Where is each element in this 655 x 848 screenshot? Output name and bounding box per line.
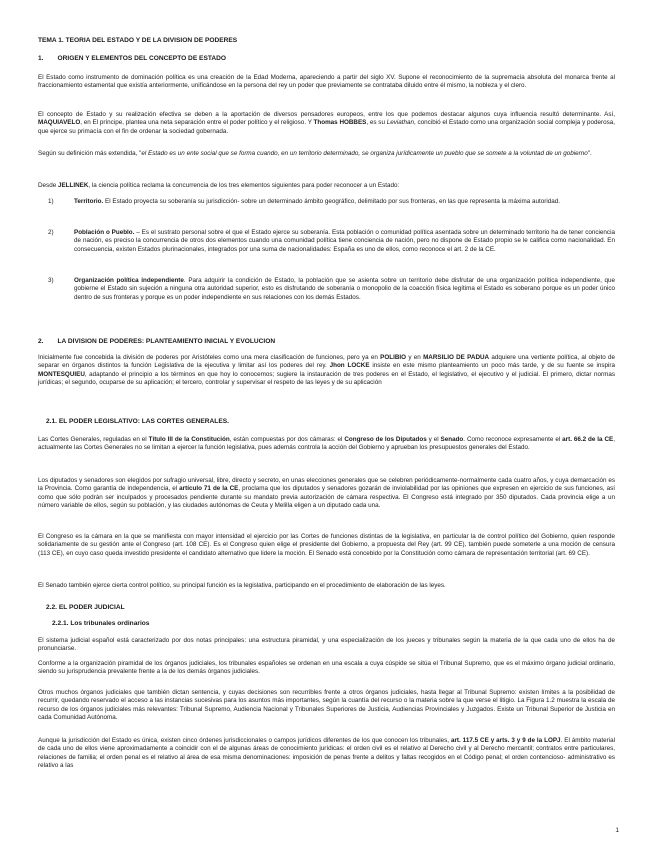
section-title: LA DIVISION DE PODERES: PLANTEAMIENTO INICIAL Y EVOLUCION <box>57 338 276 345</box>
subsection-heading: 2.2. EL PODER JUDICIAL <box>46 604 125 611</box>
sub-subsection-heading: 2.2.1. Los tribunales ordinarios <box>52 620 150 627</box>
page-number: 1 <box>615 827 619 834</box>
subsection-heading: 2.1. EL PODER LEGISLATIVO: LAS CORTES GENERALES. <box>46 418 229 425</box>
paragraph: El Congreso es la cámara en la que se manifiesta con mayor intensidad el ejercicio por las Cortes de funciones distintas de la legislativa, en particular la de control político del Gobierno, quien responde solidariamente de su gestión ante el Congreso (art. 108 CE). Es el Congreso quien elige el presidente del Gobierno, a propuesta del Rey (art. 99 CE), también puede someterle a una moción de censura (113 CE), en cuyo caso queda investido presidente el candidato alternativo que lidere la moción. El Senado está concebido por la Constitución como cámara de representación territorial (art. 69 CE). <box>38 533 615 557</box>
paragraph: El concepto de Estado y su realización efectiva se deben a la aportación de diversos pensadores europeos, entre los que podemos destacar algunos cuya influencia resultó determinante. Así, MAQUIAVELO, en El príncipe, plantea una neta separación entre el poder político y el religioso. Y Thomas HOBBES, es su Leviathan, concibió el Estado como una organización social compleja y poderosa, que ejerce su primacía con el fin de ordenar la sociedad gobernada. <box>38 111 615 135</box>
paragraph: El sistema judicial español está caracterizado por dos notas principales: una estructura piramidal, y una especialización de los jueces y tribunales según la materia de la que cada uno de ellos ha de pronunciarse. <box>38 637 615 653</box>
document-title <box>38 37 615 44</box>
list-item: 3) Organización política independiente. Para adquirir la condición de Estado, la población que se asienta sobre un territorio debe disfrutar de una organización política independiente, que gobierne el Estado sin sujeción a ninguna otra autoridad superior, esto es disfrutando de soberanía o monopolio de la coacción física legítima el Estado es soberano porque es un poder único dentro de sus fronteras y porque es un poder independiente en sus relaciones con los demás Estados. <box>48 277 615 301</box>
paragraph: Conforme a la organización piramidal de los órganos judiciales, los tribunales españoles se ordenan en una escala a cuya cúspide se sitúa el Tribunal Supremo, que es el máximo órgano judicial ordinario, siendo su jurisprudencia prevalente frente a la de los demás órganos judiciales. <box>38 660 615 676</box>
title-text: TEMA 1. TEORIA DEL ESTADO Y DE LA DIVISION DE PODERES <box>38 37 238 44</box>
definition-paragraph: Según su definición más extendida, "el Estado es un ente social que se forma cuando, en un territorio determinado, se organiza jurídicamente un pueblo que se somete a la voluntad de un gobierno". <box>38 150 592 157</box>
paragraph: Los diputados y senadores son elegidos por sufragio universal, libre, directo y secreto, en unas elecciones generales que se celebren periódicamente-normalmente cada cuatro años, y cuya demarcación es la Provincia. Como garantía de independencia, el artículo 71 de la CE, proclama que los diputados y senadores gozarán de inviolabilidad por las opiniones que expresen en ejercicio de sus funciones, así como que sólo podrán ser inculpados y procesados pendiente durante su mandato previa autorización de cámara respectiva. El Congreso está integrado por 350 diputados. Cada provincia elige a un número variable de ellos, según su población, y las ciudades autónomas de Ceuta y Melilla eligen a un diputado cada una. <box>38 477 616 509</box>
section-title: ORIGEN Y ELEMENTOS DEL CONCEPTO DE ESTADO <box>57 55 227 62</box>
section-2-heading <box>38 338 615 345</box>
paragraph: Inicialmente fue concebida la división de poderes por Aristóteles como una mera clasificación de funciones, pero ya en POLIBIO y en MARSILIO DE PADUA adquiere una vertiente política, al objeto de separar en órganos distintos la función Legislativa de la ejecutiva y limitar así los poderes del rey. Jhon LOCKE insiste en este mismo planteamiento un poco más tarde, y de su fuente se inspira MONTESQUIEU, adaptando el principio a los términos en que hoy lo conocemos; sugiere la instauración de tres poderes en el Estado, el legislativo, el ejecutivo y el judicial. El primero, dictar normas jurídicas; el segundo, ocuparse de su aplicación; el tercero, controlar y supervisar el respeto de las leyes y de su aplicación <box>38 354 616 386</box>
paragraph: Desde JELLINEK, la ciencia política reclama la concurrencia de los tres elementos siguientes para poder reconocer a un Estado: <box>38 182 400 189</box>
list-item: 1) Territorio. El Estado proyecta su soberanía su jurisdicción- sobre un determinado ámbito geográfico, delimitado por sus fronteras, en las que representa la máxima autoridad. <box>48 198 561 205</box>
paragraph: El Senado también ejerce cierta control político, su principal función es la legislativa, participando en el procedimiento de elaboración de las leyes. <box>38 582 446 589</box>
paragraph: Otros muchos órganos judiciales que también dictan sentencia, y cuyas decisiones son recurribles frente a otros órganos judiciales, hasta llegar al Tribunal Supremo: existen límites a la posibilidad de recurrir, quedando reservado el acceso a las instancias sucesivas para los asuntos más importantes, según la cuantía del recurso o la materia sobre la que verse el litigio. La Figura 1.2 muestra la escala de recurso de los órganos judiciales más relevantes: Tribunal Supremo, Audiencia Nacional y Tribunales Superiores de Justicia, Audiencias Provinciales y Juzgados. Existe un Tribunal Superior de Justicia en cada Comunidad Autónoma. <box>38 689 615 721</box>
section-number: 1. <box>38 55 44 62</box>
section-1-heading <box>38 55 615 62</box>
paragraph: El Estado como instrumento de dominación política es una creación de la Edad Moderna, apareciendo a partir del siglo XV. Supone el reconocimiento de la supremacía absoluta del monarca frente al fraccionamiento estamental que existía anteriormente, unificándose en la persona del rey un poder que previamente se contrataba diluido entre él mismo, la nobleza y el clero. <box>38 74 615 90</box>
section-number: 2. <box>38 338 44 345</box>
paragraph: Aunque la jurisdicción del Estado es única, existen cinco órdenes jurisdiccionales o campos jurídicos diferentes de los que conocen los tribunales, art. 117.5 CE y arts. 3 y 9 de la LOPJ. El ámbito material de cada uno de ellos viene aproximadamente a coincidir con el de algunas áreas de conocimiento jurídicas: el orden civil es el relativo al Derecho civil y al Derecho mercantil; contratos entre particulares, relaciones de familia; el orden penal es el relativo al área de esa misma denominaciones: imposición de penas frente a delitos y faltas recogidos en el Código penal; el orden contencioso- administrativo es relativo a las <box>38 737 615 769</box>
list-item: 2) Población o Pueblo. – Es el sustrato personal sobre el que el Estado ejerce su soberanía. Esta población o comunidad política asentada sobre un determinado territorio ha de tener conciencia de nación, es preciso la concurrencia de otros dos elementos cuando una comunidad política tiene conciencia de nación, pero no dispone de Estado propio se le califica como nacionalidad. En consecuencia, existen Estados plurinacionales, integrados por una suma de nacionalidades: España es uno de ellos, como reconoce el art. 2 de la CE. <box>48 229 615 253</box>
paragraph: Las Cortes Generales, reguladas en el Título III de la Constitución, están compuestas por dos cámaras: el Congreso de los Diputados y el Senado. Como reconoce expresamente el art. 66.2 de la CE, actualmente las Cortes Generales no se limitan a ejercer la función legislativa, pues además controla la acción del Gobierno y aprueban los presupuestos generales del Estado. <box>38 436 615 452</box>
